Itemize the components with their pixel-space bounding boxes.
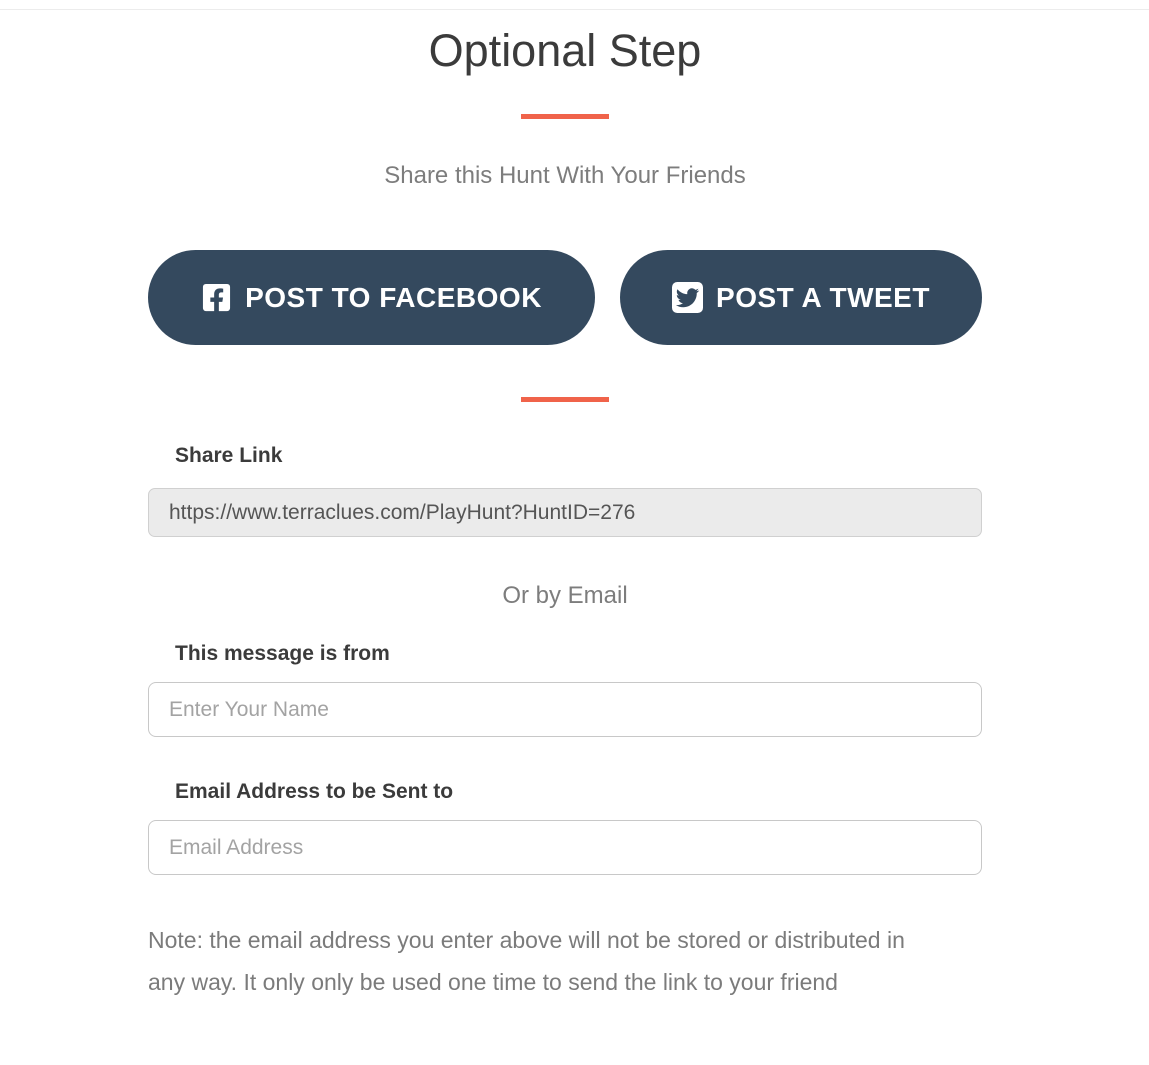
sender-name-input[interactable]	[148, 682, 982, 737]
accent-divider-top	[521, 114, 609, 119]
share-step-panel	[148, 10, 982, 1003]
post-a-tweet-button[interactable]	[620, 250, 982, 345]
message-from-label: This message is from	[175, 642, 390, 665]
page-title: Optional Step	[428, 25, 702, 76]
share-link-label: Share Link	[175, 444, 283, 467]
post-to-facebook-button[interactable]	[148, 250, 595, 345]
email-address-label: Email Address to be Sent to	[175, 780, 454, 803]
privacy-note: Note: the email address you enter above will not be stored or distributed in any way. It only only be used one time to send the link to your friend	[148, 927, 905, 995]
facebook-button-label: POST TO FACEBOOK	[245, 281, 542, 313]
accent-divider-bottom	[521, 397, 609, 402]
social-button-row	[148, 250, 982, 345]
recipient-email-input[interactable]	[148, 820, 982, 875]
or-by-email-heading: Or by Email	[502, 582, 628, 609]
facebook-square-icon	[201, 282, 232, 313]
twitter-button-label: POST A TWEET	[716, 281, 930, 313]
share-link-input[interactable]	[148, 488, 982, 537]
share-subtitle: Share this Hunt With Your Friends	[384, 162, 746, 189]
twitter-square-icon	[672, 282, 703, 313]
